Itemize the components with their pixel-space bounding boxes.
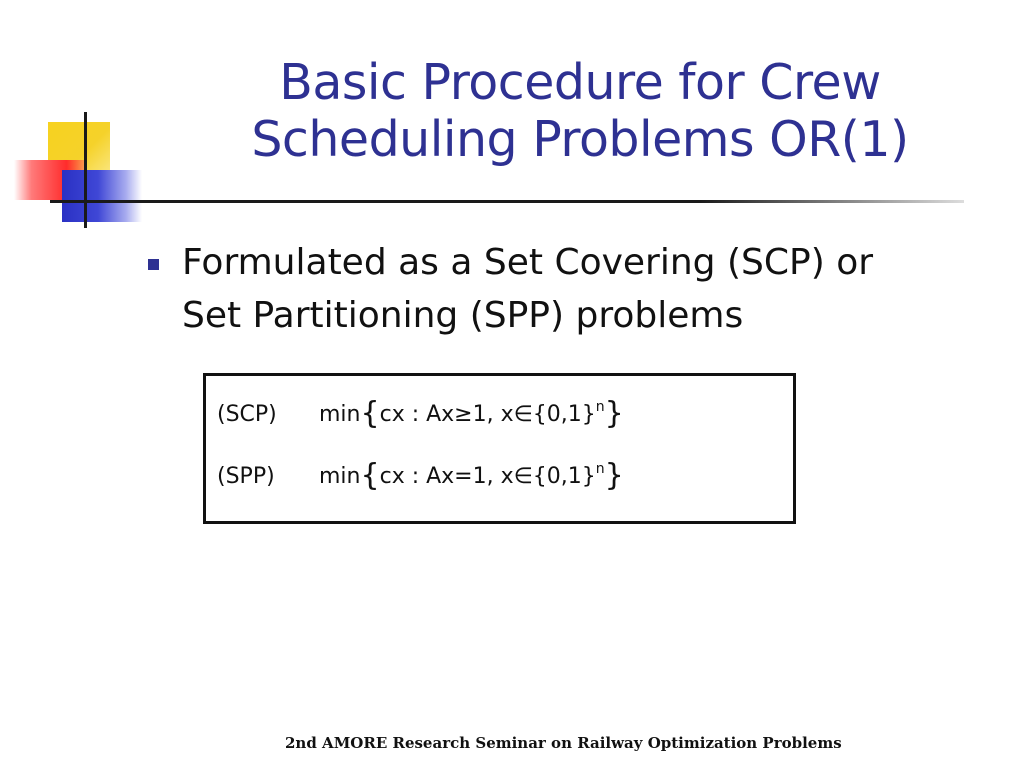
- formula-scp: [217, 394, 624, 429]
- formula-tag: (SCP): [217, 402, 277, 427]
- vertical-line-decoration: [84, 112, 87, 228]
- slide-title-line-1: Basic Procedure for Crew: [279, 54, 881, 111]
- slide-title-line-2: Scheduling Problems OR(1): [251, 111, 909, 168]
- formula-spp: [217, 456, 624, 491]
- bullet-item: [182, 236, 982, 342]
- formula-body: cx : Ax=1, x∈{0,1}: [379, 464, 596, 489]
- blue-square-decoration: [62, 170, 142, 222]
- slide-footer: 2nd AMORE Research Seminar on Railway Optimization Problems: [285, 734, 842, 752]
- formula-close-brace: }: [604, 396, 624, 431]
- formula-min: min: [319, 464, 361, 489]
- bullet-square-icon: [148, 259, 159, 270]
- formula-open-brace: {: [360, 396, 380, 431]
- formula-box: [203, 373, 796, 524]
- formula-min: min: [319, 402, 361, 427]
- bullet-line-2: Set Partitioning (SPP) problems: [182, 295, 744, 336]
- formula-close-brace: }: [604, 458, 624, 493]
- bullet-line-1: Formulated as a Set Covering (SCP) or: [182, 242, 874, 283]
- formula-superscript: n: [595, 461, 605, 477]
- title-underline-rule: [84, 200, 964, 203]
- formula-open-brace: {: [360, 458, 380, 493]
- formula-body: cx : Ax≥1, x∈{0,1}: [379, 402, 596, 427]
- slide-title: [160, 54, 1000, 168]
- formula-tag: (SPP): [217, 464, 275, 489]
- formula-superscript: n: [595, 399, 605, 415]
